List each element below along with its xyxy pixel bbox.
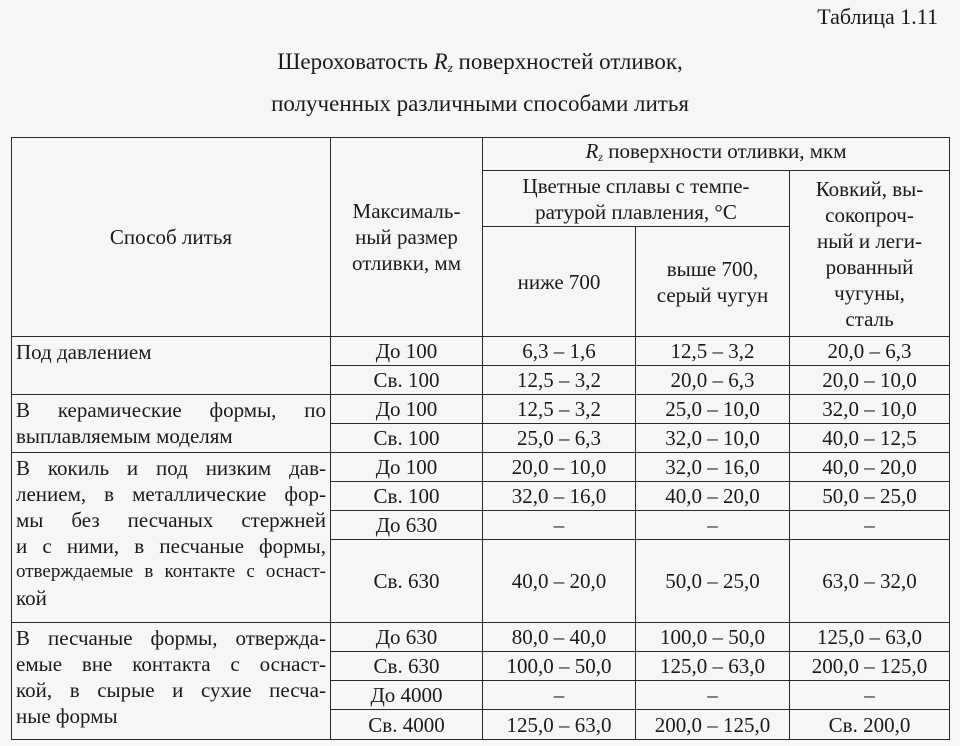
iron-steel-value: 200,0 – 125,0 — [790, 652, 950, 681]
header-line: сталь — [845, 306, 894, 331]
header-max-size — [331, 138, 483, 337]
table-row — [12, 337, 950, 366]
header-iron-steel — [790, 171, 950, 337]
roughness-table — [11, 137, 950, 740]
header-rz: $R_z$ поверхности отливки, мкм — [483, 138, 950, 171]
above-700-value: 100,0 – 50,0 — [636, 623, 790, 652]
method-line: и с ними, в песчаные формы, — [16, 534, 326, 558]
below-700-value: 12,5 – 3,2 — [483, 366, 636, 395]
max-size-cell: Св. 100 — [331, 366, 483, 395]
below-700-value: 20,0 – 10,0 — [483, 453, 636, 482]
header-line: ный размер — [355, 225, 458, 249]
above-700-value: 25,0 – 10,0 — [636, 395, 790, 424]
method-line: емые вне контакта с оснаст- — [16, 652, 326, 676]
above-700-value: 40,0 – 20,0 — [636, 482, 790, 511]
iron-steel-value: Св. 200,0 — [790, 710, 950, 740]
table-row — [12, 623, 950, 652]
above-700-value: – — [636, 681, 790, 710]
iron-steel-value: 32,0 – 10,0 — [790, 395, 950, 424]
method-line: В кокиль и под низким дав- — [16, 456, 326, 480]
below-700-value: 12,5 – 3,2 — [483, 395, 636, 424]
iron-steel-value: 40,0 – 12,5 — [790, 424, 950, 453]
header-below-700: ниже 700 — [483, 227, 636, 337]
table-title — [0, 44, 960, 122]
method-line: В керамические формы, по — [16, 398, 326, 422]
casting-method — [12, 395, 331, 453]
max-size-cell: Св. 100 — [331, 424, 483, 453]
max-size-cell: Св. 630 — [331, 540, 483, 623]
max-size-cell: До 4000 — [331, 681, 483, 710]
casting-method — [12, 337, 331, 395]
max-size-cell: До 100 — [331, 337, 483, 366]
below-700-value: 40,0 – 20,0 — [483, 540, 636, 623]
header-line: чугуны, — [834, 280, 905, 305]
title-line-1: Шероховатость $R_z$ поверхностей отливок, — [277, 49, 683, 75]
casting-method — [12, 453, 331, 623]
method-line: В песчаные формы, отвержда- — [16, 626, 326, 650]
below-700-value: – — [483, 511, 636, 540]
above-700-value: – — [636, 511, 790, 540]
header-nonferrous — [483, 171, 790, 227]
header-line: Максималь- — [352, 199, 461, 223]
below-700-value: 80,0 – 40,0 — [483, 623, 636, 652]
method-line: ные формы — [16, 704, 118, 728]
max-size-cell: До 630 — [331, 511, 483, 540]
iron-steel-value: 20,0 – 10,0 — [790, 366, 950, 395]
header-line: ный и леги- — [817, 228, 922, 253]
iron-steel-value: 40,0 – 20,0 — [790, 453, 950, 482]
header-line: ратурой плавления, °С — [535, 199, 737, 224]
method-line: отверждаемые в контакте с оснаст- — [16, 561, 326, 582]
table-number: Таблица 1.11 — [817, 4, 938, 29]
method-line: кой, в сырые и сухие песча- — [16, 678, 326, 702]
above-700-value: 12,5 – 3,2 — [636, 337, 790, 366]
method-line: кой — [16, 586, 47, 610]
title-line-2: полученных различными способами литья — [271, 91, 689, 116]
above-700-value: 32,0 – 10,0 — [636, 424, 790, 453]
max-size-cell: До 100 — [331, 395, 483, 424]
above-700-value: 200,0 – 125,0 — [636, 710, 790, 740]
header-line: Цветные сплавы с темпе- — [522, 173, 750, 198]
above-700-value: 32,0 – 16,0 — [636, 453, 790, 482]
max-size-cell: До 630 — [331, 623, 483, 652]
header-above-700 — [636, 227, 790, 337]
iron-steel-value: 20,0 – 6,3 — [790, 337, 950, 366]
below-700-value: 32,0 – 16,0 — [483, 482, 636, 511]
header-line: рованный — [825, 254, 914, 279]
method-line: мы без песчаных стержней — [16, 508, 326, 532]
iron-steel-value: – — [790, 511, 950, 540]
table-row — [12, 453, 950, 482]
below-700-value: – — [483, 681, 636, 710]
iron-steel-value: 125,0 – 63,0 — [790, 623, 950, 652]
header-line: Ковкий, вы- — [815, 176, 924, 201]
above-700-value: 20,0 – 6,3 — [636, 366, 790, 395]
below-700-value: 125,0 – 63,0 — [483, 710, 636, 740]
iron-steel-value: 50,0 – 25,0 — [790, 482, 950, 511]
max-size-cell: Св. 630 — [331, 652, 483, 681]
below-700-value: 25,0 – 6,3 — [483, 424, 636, 453]
max-size-cell: Св. 100 — [331, 482, 483, 511]
header-line: выше 700, — [666, 256, 759, 281]
method-line: Под давлением — [16, 340, 152, 364]
below-700-value: 6,3 – 1,6 — [483, 337, 636, 366]
method-line: выплавляемым моделям — [16, 424, 233, 448]
above-700-value: 50,0 – 25,0 — [636, 540, 790, 623]
method-line: лением, в металлические фор- — [16, 482, 326, 506]
header-line: серый чугун — [656, 282, 769, 307]
iron-steel-value: 63,0 – 32,0 — [790, 540, 950, 623]
casting-method — [12, 623, 331, 740]
iron-steel-value: – — [790, 681, 950, 710]
above-700-value: 125,0 – 63,0 — [636, 652, 790, 681]
header-method: Способ литья — [12, 138, 331, 337]
header-line: отливки, мм — [351, 251, 462, 275]
below-700-value: 100,0 – 50,0 — [483, 652, 636, 681]
max-size-cell: Св. 4000 — [331, 710, 483, 740]
header-line: сокопроч- — [825, 202, 914, 227]
max-size-cell: До 100 — [331, 453, 483, 482]
table-row — [12, 395, 950, 424]
